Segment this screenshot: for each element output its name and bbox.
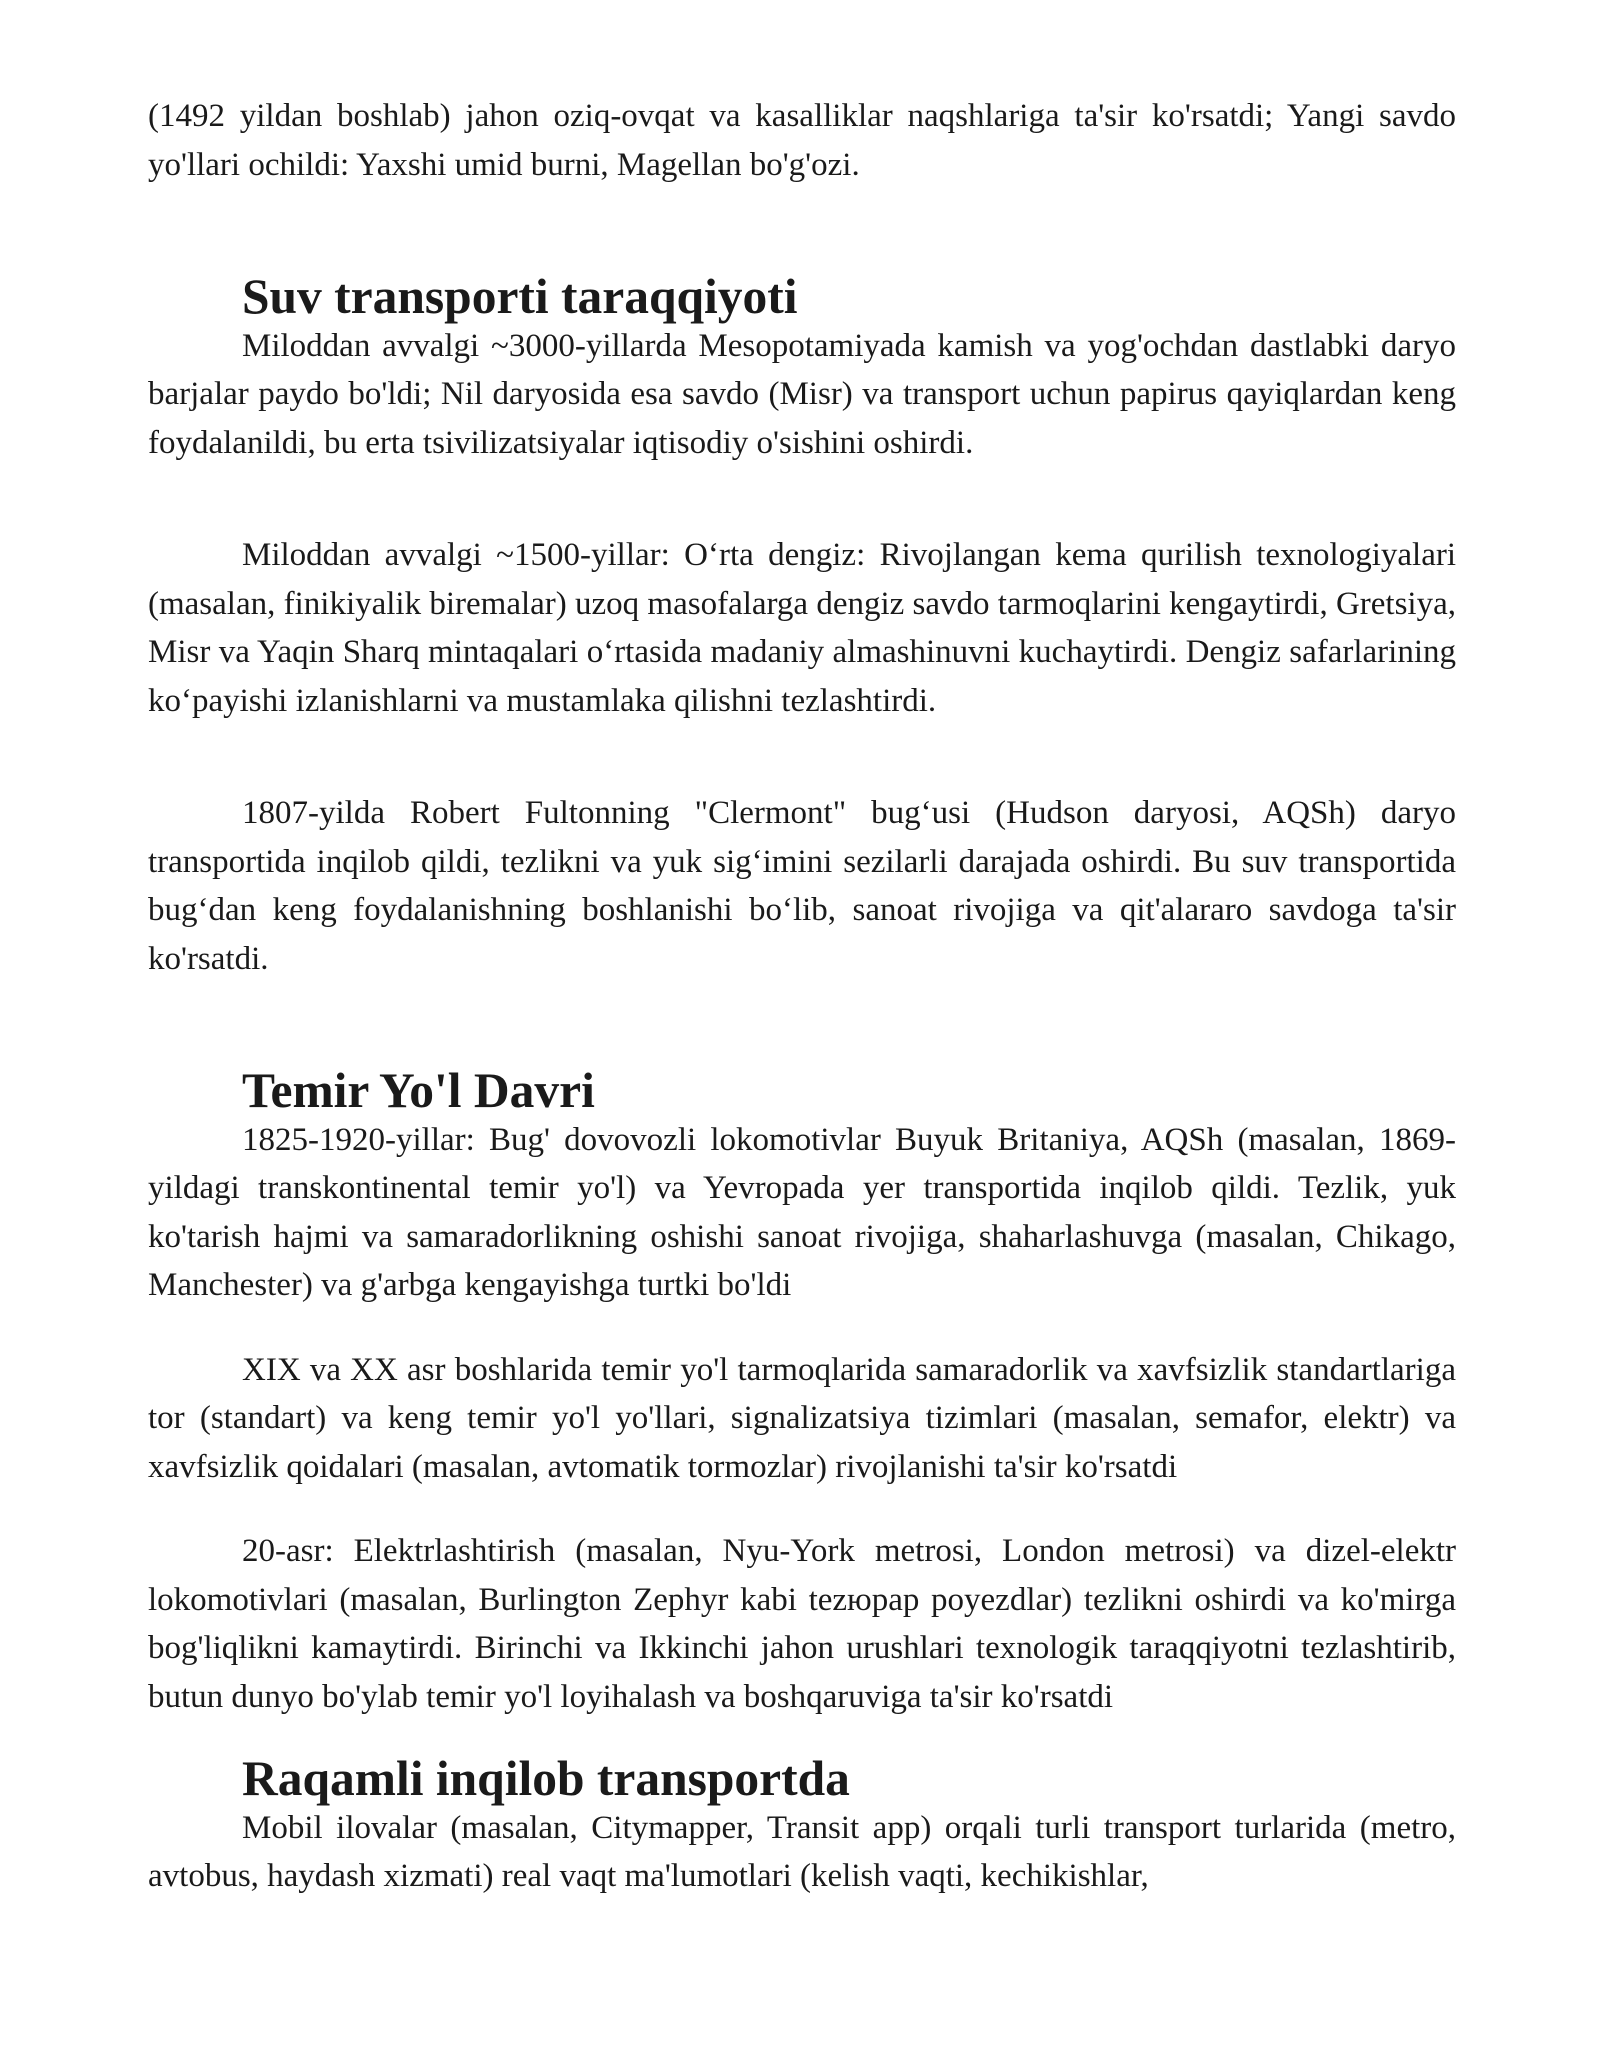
paragraph-electrification: 20-asr: Elektrlashtirish (masalan, Nyu-York metrosi, London metrosi) va dizel-elektr lokomotivlari (masalan, Burlington Zephyr kabi tezюрар poyezdlar) tezlikni oshirdi va ko'mirga bog'liqlikni kamaytirdi. Birinchi va Ikkinchi jahon urushlari texnologik taraqqiyotni tezlashtirib, butun dunyo bo'ylab temir yo'l loyihalash va boshqaruviga ta'sir ko'rsatdi xyxy=(148,1533,1456,1715)
spacer xyxy=(148,725,1456,789)
paragraph-rail-standards: XIX va XX asr boshlarida temir yo'l tarmoqlarida samaradorlik va xavfsizlik standartlariga tor (standart) va keng temir yo'l yo'llari, signalizatsiya tizimlari (masalan, semafor, elektr) va xavfsizlik qoidalari (masalan, avtomatik tormozlar) rivojlanishi ta'sir ko'rsatdi xyxy=(148,1351,1456,1485)
paragraph-mesopotamia: Miloddan avvalgi ~3000-yillarda Mesopotamiyada kamish va yog'ochdan dastlabki daryo barjalar paydo bo'ldi; Nil daryosida esa savdo (Misr) va transport uchun papirus qayiqlardan keng foydalanildi, bu erta tsivilizatsiyalar iqtisodiy o'sishini oshirdi. xyxy=(148,327,1456,461)
section-heading-railway-era: Temir Yo'l Davri xyxy=(242,1063,595,1118)
spacer xyxy=(148,1721,1456,1755)
document-page xyxy=(148,92,1456,1901)
paragraph-clermont: 1807-yilda Robert Fultonning "Clermont" bug‘usi (Hudson daryosi, AQSh) daryo transportida inqilob qildi, tezlikni va yuk sig‘imini sezilarli darajada oshirdi. Bu suv transportida bug‘dan keng foydalanishning boshlanishi bo‘lib, sanoat rivojiga va qit'alararo savdoga ta'sir ko'rsatdi. xyxy=(148,795,1456,977)
spacer xyxy=(148,467,1456,531)
paragraph-mobile-apps: Mobil ilovalar (masalan, Citymapper, Transit app) orqali turli transport turlarida (metro, avtobus, haydash xizmati) real vaqt ma'lumotlari (kelish vaqti, kechikishlar, xyxy=(148,1809,1456,1894)
spacer xyxy=(148,1491,1456,1527)
spacer xyxy=(148,189,1456,273)
spacer xyxy=(148,983,1456,1067)
paragraph-steam-locomotives: 1825-1920-yillar: Bug' dovovozli lokomotivlar Buyuk Britaniya, AQSh (masalan, 1869-yildagi transkontinental temir yo'l) va Yevropada yer transportida inqilob qildi. Tezlik, yuk ko'tarish hajmi va samaradorlikning oshishi sanoat rivojiga, shaharlashuvga (masalan, Chikago, Manchester) va g'arbga kengayishga turtki bo'ldi xyxy=(148,1121,1456,1303)
section-heading-digital-revolution: Raqamli inqilob transportda xyxy=(242,1751,850,1806)
intro-paragraph: (1492 yildan boshlab) jahon oziq-ovqat va kasalliklar naqshlariga ta'sir ko'rsatdi; Yangi savdo yo'llari ochildi: Yaxshi umid burni, Magellan bo'g'ozi. xyxy=(148,98,1456,183)
paragraph-mediterranean: Miloddan avvalgi ~1500-yillar: O‘rta dengiz: Rivojlangan kema qurilish texnologiyalari (masalan, finikiyalik biremalar) uzoq masofalarga dengiz savdo tarmoqlarini kengaytirdi, Gretsiya, Misr va Yaqin Sharq mintaqalari o‘rtasida madaniy almashinuvni kuchaytirdi. Dengiz safarlarining ko‘payishi izlanishlarni va mustamlaka qilishni tezlashtirdi. xyxy=(148,537,1456,719)
section-heading-water-transport: Suv transporti taraqqiyoti xyxy=(242,269,798,324)
spacer xyxy=(148,1310,1456,1346)
